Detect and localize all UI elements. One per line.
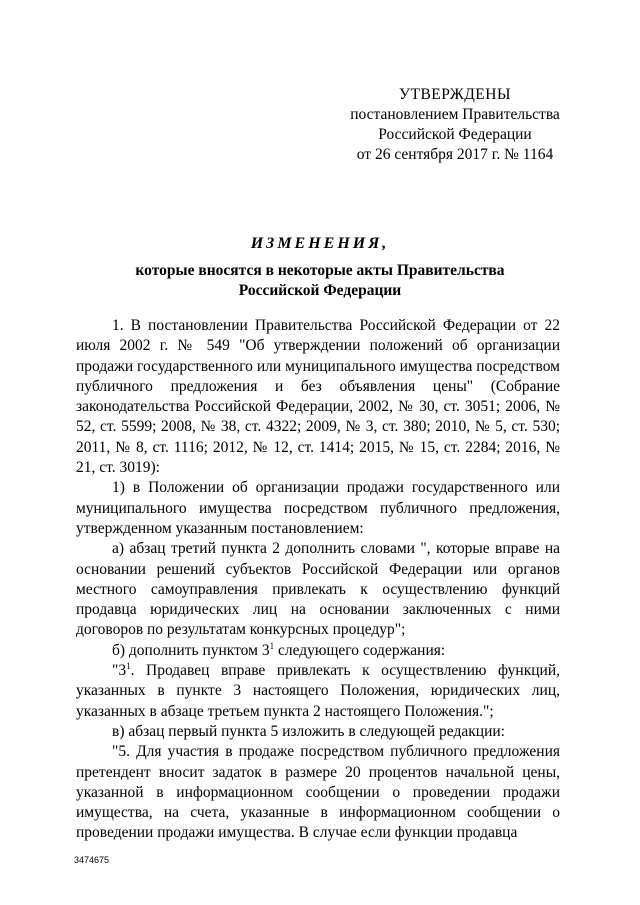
superscript: 1: [126, 660, 131, 671]
paragraph-6: в) абзац первый пункта 5 изложить в следующей редакции:: [112, 722, 505, 740]
paragraph-5-tail: . Продавец вправе привлекать к осуществлению функций, указанных в пункте 3 настоящего Положения, юридических лиц, указанных в абзаце третьем пункта 2 настоящего Положения.";: [76, 662, 560, 720]
approval-line-2: Российской Федерации: [378, 126, 532, 143]
paragraph-2: 1) в Положении об организации продажи государственного или муниципального имущества посредством публичного предложения, утвержденном указанным постановлением:: [76, 479, 560, 537]
subtitle-line-2: Российской Федерации: [238, 282, 402, 299]
document-title: ИЗМЕНЕНИЯ,: [250, 235, 390, 252]
paragraph-7: "5. Для участия в продаже посредством публичного предложения претендент вносит задаток в размере 20 процентов начальной цены, указанной в информационном сообщении о проведении продажи имущества, на счета, указанные в информационном сообщении о проведении продажи имущества. В случае если функции продавца: [76, 743, 560, 842]
approval-head: УТВЕРЖДЕНЫ: [399, 86, 511, 103]
paragraph-4-tail: следующего содержания:: [274, 641, 446, 659]
approval-block: [320, 85, 590, 165]
approval-line-1: постановлением Правительства: [350, 106, 560, 123]
footer-code: 3474675: [74, 855, 110, 865]
paragraph-5: [76, 661, 560, 722]
paragraph-4: [76, 641, 560, 661]
document-subtitle: [0, 261, 640, 301]
subtitle-line-1: которые вносятся в некоторые акты Правительства: [135, 262, 505, 279]
document-body: [76, 316, 560, 844]
superscript: 1: [269, 640, 275, 651]
paragraph-3: а) абзац третий пункта 2 дополнить словами ", которые вправе на основании решений субъектов Российской Федерации или органов местного самоуправления привлекать к осуществлению функций продавца юридических лиц на основании заключенных с ними договоров по результатам конкурсных процедур";: [76, 540, 560, 639]
paragraph-5-text: "3: [112, 662, 127, 680]
paragraph-1: 1. В постановлении Правительства Российской Федерации от 22 июля 2002 г. № 549 "Об утверждении положений об организации продажи государственного или муниципального имущества посредством публичного предложения и без объявления цены" (Собрание законодательства Российской Федерации, 2002, № 30, ст. 3051; 2006, № 52, ст. 5599; 2008, № 38, ст. 4322; 2009, № 3, ст. 380; 2010, № 5, ст. 530; 2011, № 8, ст. 1116; 2012, № 12, ст. 1414; 2015, № 15, ст. 2284; 2016, № 21, ст. 3019):: [76, 317, 560, 477]
paragraph-4-text: б) дополнить пунктом 3: [112, 641, 270, 659]
approval-line-3: от 26 сентября 2017 г. № 1164: [356, 146, 554, 163]
